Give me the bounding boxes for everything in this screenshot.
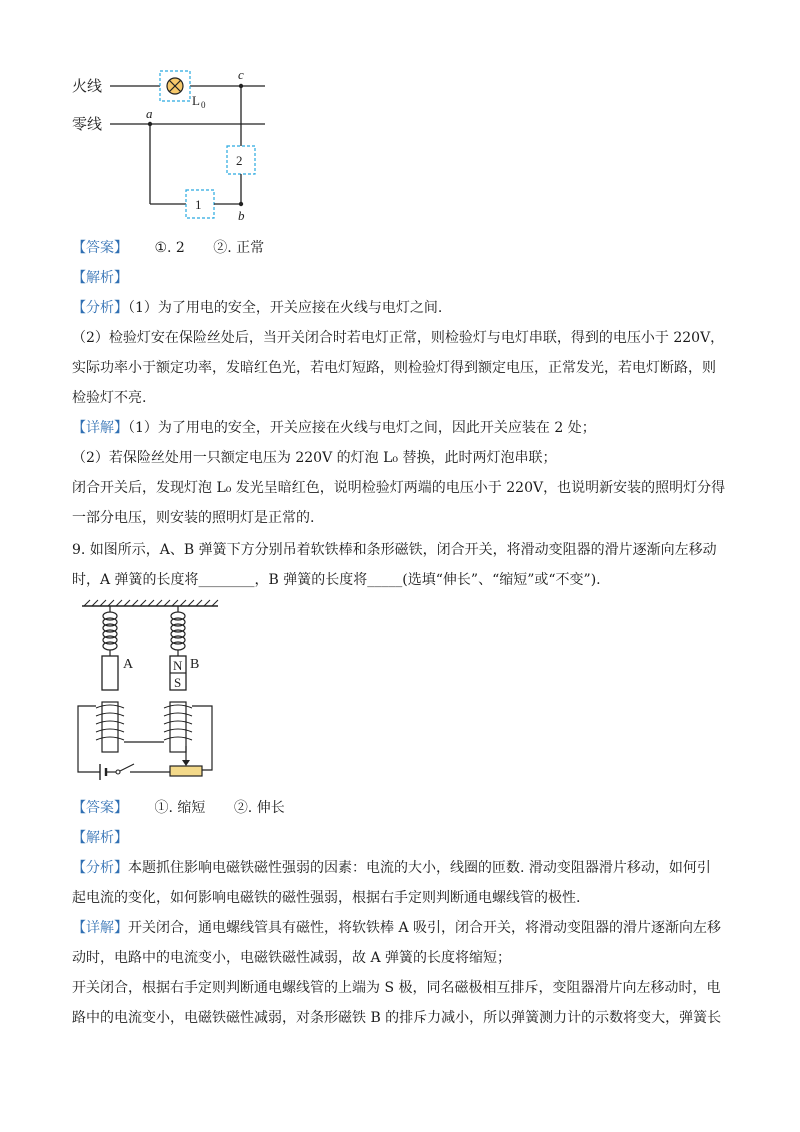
node-a-label: a	[146, 106, 153, 121]
q9-xiangjie-text-1: 开关闭合，通电螺线管具有磁性，将软铁棒 A 吸引，闭合开关，将滑动变阻器的滑片逐渐向左移	[128, 920, 722, 936]
spring-a	[103, 606, 117, 656]
q9-answer-tag: 【答案】	[72, 800, 128, 816]
q8-xiangjie-text-1: （1）为了用电的安全，开关应接在火线与电灯之间，因此开关应装在 2 处；	[128, 420, 596, 436]
box-2-label: 2	[236, 153, 243, 168]
q9-fenxi-tag: 【分析】	[72, 860, 128, 876]
answer-2: ②. 正常	[213, 240, 265, 256]
q8-xiangjie-line-2: （2）若保险丝处用一只额定电压为 220V 的灯泡 L₀ 替换，此时两灯泡串联；	[72, 450, 557, 466]
q9-xiangjie-line-2: 动时，电路中的电流变小，电磁铁磁性减弱，故 A 弹簧的长度将缩短；	[72, 950, 512, 966]
live-wire-label: 火线	[72, 79, 103, 95]
q8-xiangjie-line-3: 闭合开关后，发现灯泡 L₀ 发光呈暗红色，说明检验灯两端的电压小于 220V，也说明新安装的照明灯分得	[72, 480, 726, 496]
q9-answer-2: ②. 伸长	[233, 800, 285, 816]
box-1-label: 1	[195, 197, 202, 212]
q8-answer-line	[72, 238, 264, 258]
magnet-s-label: S	[174, 675, 182, 690]
q9-answer-1: ①. 缩短	[154, 800, 206, 816]
solenoid-right-core	[170, 702, 186, 752]
q8-fenxi-text-1: （1）为了用电的安全，开关应接在火线与电灯之间.	[128, 300, 443, 316]
answer-tag: 【答案】	[72, 240, 128, 256]
q8-xiangjie-line-4: 一部分电压，则安装的照明灯是正常的.	[72, 510, 315, 526]
q8-xiangjie-line-1	[72, 418, 596, 438]
battery-icon	[100, 764, 106, 780]
q8-fenxi-line-4: 检验灯不亮.	[72, 390, 147, 406]
q9-stem-line-2: 时，A 弹簧的长度将________，B 弹簧的长度将_____(选填“伸长”、“缩短”或“不变”).	[72, 572, 601, 588]
spring-electromagnet-diagram	[70, 598, 230, 783]
household-circuit-diagram	[60, 60, 290, 230]
spring-b	[171, 606, 185, 656]
q8-fenxi-line-2: （2）检验灯安在保险丝处后，当开关闭合时若电灯正常，则检验灯与电灯串联，得到的电压小于 220V，	[72, 330, 725, 346]
fenxi-tag: 【分析】	[72, 300, 128, 316]
q9-answer-line	[72, 798, 285, 818]
xiangjie-tag: 【详解】	[72, 420, 128, 436]
q9-xiangjie-line-4: 路中的电流变小，电磁铁磁性减弱，对条形磁铁 B 的排斥力减小，所以弹簧测力计的示数将变大，弹簧长	[72, 1010, 722, 1026]
q9-stem-line-1: 9. 如图所示，A、B 弹簧下方分别吊着软铁棒和条形磁铁，闭合开关，将滑动变阻器的滑片逐渐向左移动	[72, 542, 717, 558]
rheostat	[170, 766, 202, 776]
q9-jiexi-tag: 【解析】	[72, 830, 128, 846]
q9-fenxi-line-1	[72, 858, 711, 878]
node-b-label: b	[238, 208, 245, 223]
answer-1: ①. 2	[154, 240, 185, 256]
neutral-wire-label: 零线	[72, 117, 103, 133]
q9-xiangjie-line-1	[72, 918, 721, 938]
label-a: A	[123, 657, 134, 672]
solenoid-left-core	[102, 702, 118, 752]
lamp-label: L	[192, 93, 200, 108]
q9-fenxi-text-1: 本题抓住影响电磁铁磁性强弱的因素：电流的大小，线圈的匝数. 滑动变阻器滑片移动，如何引	[128, 860, 711, 876]
q9-xiangjie-tag: 【详解】	[72, 920, 128, 936]
soft-iron-bar-a	[102, 656, 118, 690]
node-c-label: c	[238, 67, 244, 82]
label-b: B	[190, 657, 200, 672]
jiexi-tag: 【解析】	[72, 270, 128, 286]
q9-fenxi-line-2: 起电流的变化，如何影响电磁铁的磁性强弱，根据右手定则判断通电螺线管的极性.	[72, 890, 581, 906]
q8-fenxi-line-1	[72, 298, 442, 318]
magnet-n-label: N	[173, 658, 183, 673]
lamp-subscript: 0	[201, 100, 206, 110]
q8-fenxi-line-3: 实际功率小于额定功率，发暗红色光，若电灯短路，则检验灯得到额定电压，正常发光，若电灯断路，则	[72, 360, 716, 376]
q9-xiangjie-line-3: 开关闭合，根据右手定则判断通电螺线管的上端为 S 极，同名磁极相互排斥，变阻器滑片向左移动时，电	[72, 980, 721, 996]
